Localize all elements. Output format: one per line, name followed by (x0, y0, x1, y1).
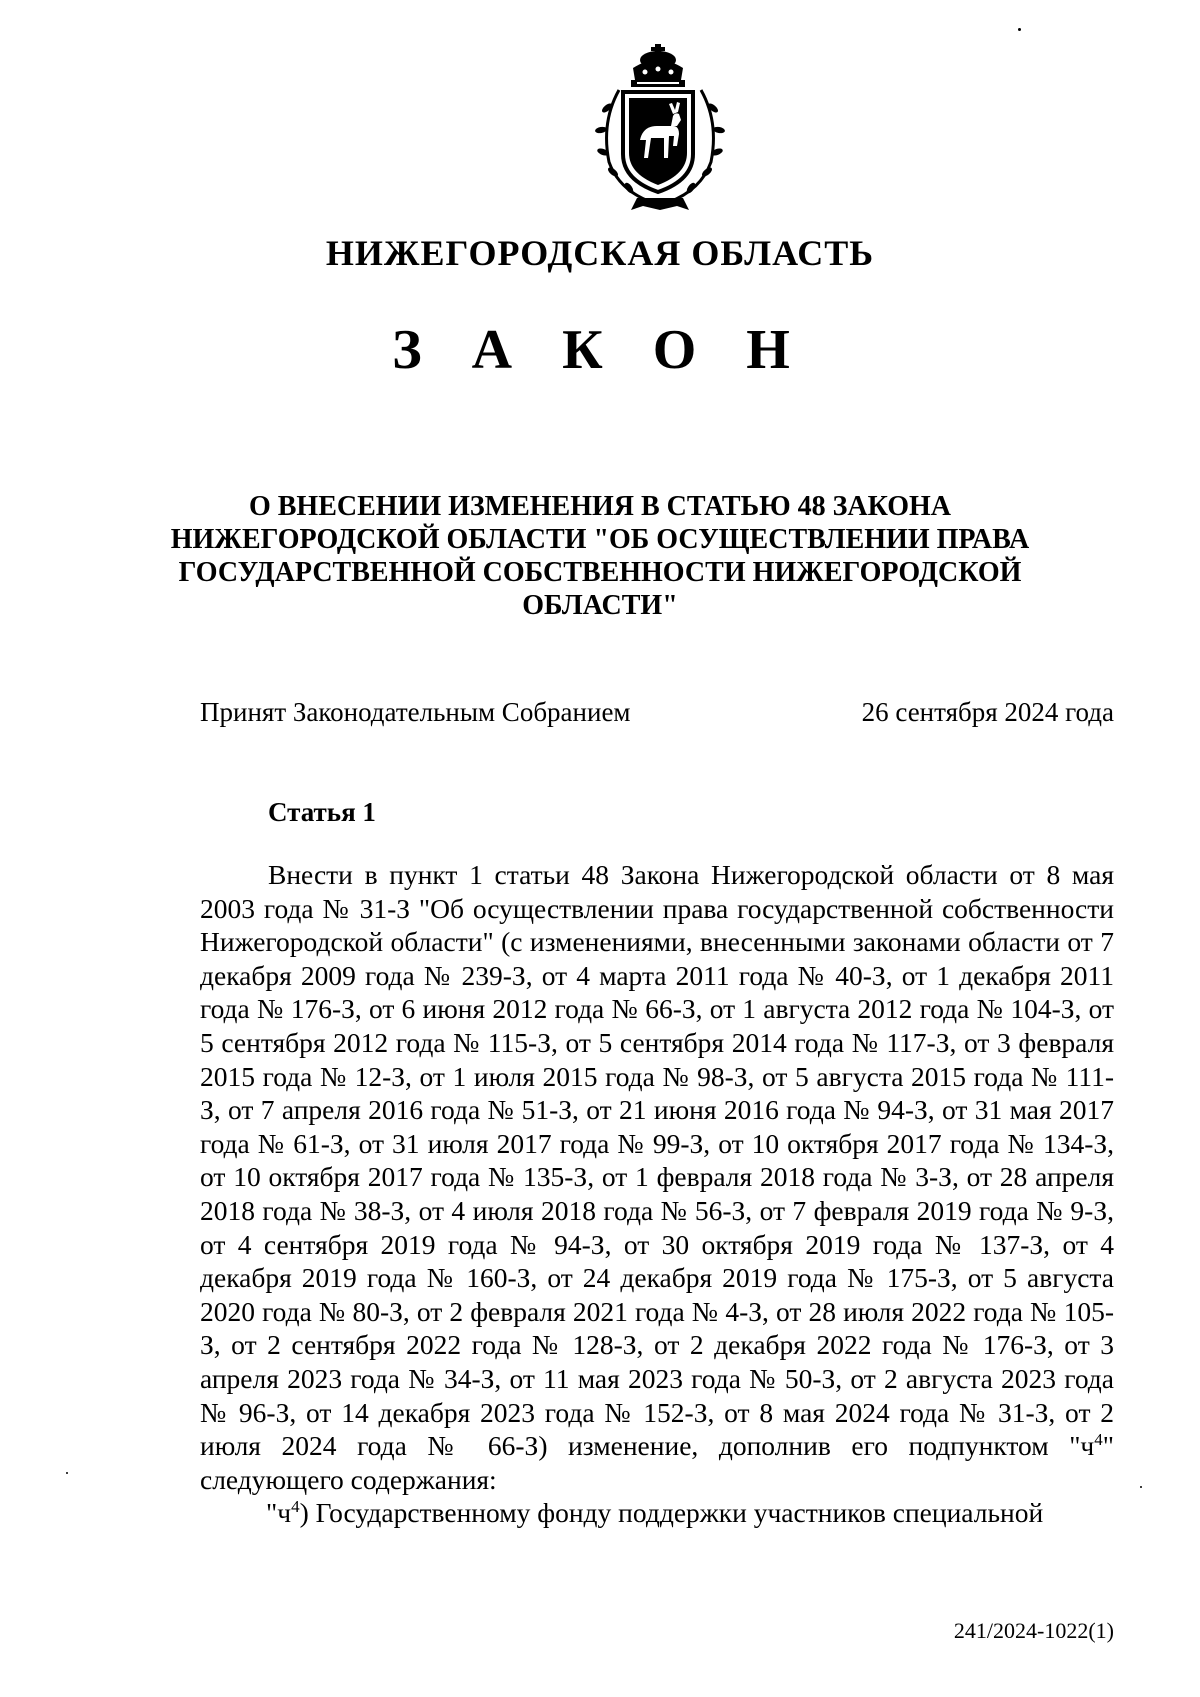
scan-speck (66, 1472, 68, 1474)
adoption-date: 26 сентября 2024 года (861, 697, 1114, 727)
paragraph-main-text: Внести в пункт 1 статьи 48 Закона Нижегородской области от 8 мая 2003 года № 31-З "Об осуществлении права государственной собственности Нижегородской области" (с изменениями, внесенными законами области от 7 декабря 2009 года № 239-З, от 4 марта 2011 года № 40-З, от 1 декабря 2011 года № 176-З, от 6 июня 2012 года № 66-З, от 1 августа 2012 года № 104-З, от 5 сентября 2012 года № 115-З, от 5 сентября 2014 года № 117-З, от 3 февраля 2015 года № 12-З, от 1 июля 2015 года № 98-З, от 5 августа 2015 года № 111-З, от 7 апреля 2016 года № 51-З, от 21 июня 2016 года № 94-З, от 31 мая 2017 года № 61-З, от 31 июля 2017 года № 99-З, от 10 октября 2017 года № 134-З, от 10 октября 2017 года № 135-З, от 1 февраля 2018 года № 3-З, от 28 апреля 2018 года № 38-З, от 4 июля 2018 года № 56-З, от 7 февраля 2019 года № 9-З, от 4 сентября 2019 года № 94-З, от 30 октября 2019 года № 137-З, от 4 декабря 2019 года № 160-З, от 24 декабря 2019 года № 175-З, от 5 августа 2020 года № 80-З, от 2 февраля 2021 года № 4-З, от 28 июля 2022 года № 105-З, от 2 сентября 2022 года № 128-З, от 2 декабря 2022 года № 176-З, от 3 апреля 2023 года № 34-З, от 11 мая 2023 года № 50-З, от 2 августа 2023 года № 96-З, от 14 декабря 2023 года № 152-З, от 8 мая 2024 года № 31-З, от 2 июля 2024 года № 66-З) изменение, дополнив его подпунктом "ч (200, 859, 1114, 1462)
article-heading: Статья 1 (268, 797, 376, 827)
document-number: 241/2024-1022(1) (953, 1618, 1114, 1643)
paragraph-tail-text: " следующего содержания: (200, 1430, 1114, 1495)
region-title: НИЖЕГОРОДСКАЯ ОБЛАСТЬ (325, 233, 875, 273)
law-title: О ВНЕСЕНИИ ИЗМЕНЕНИЯ В СТАТЬЮ 48 ЗАКОНА НИЖЕГОРОДСКОЙ ОБЛАСТИ "ОБ ОСУЩЕСТВЛЕНИИ ПРАВА ГОСУДАРСТВЕННОЙ СОБСТВЕННОСТИ НИЖЕГОРОДСКОЙ ОБЛАСТИ" (170, 491, 1030, 621)
quoted-subpoint (200, 1496, 1114, 1530)
article-paragraph (200, 858, 1114, 1496)
article-body (200, 858, 1114, 1530)
adopted-by-text: Принят Законодательным Собранием (200, 697, 631, 727)
coat-of-arms-icon (585, 42, 735, 214)
document-type-title: З А К О Н (392, 319, 808, 381)
scan-speck (1018, 28, 1021, 31)
paragraph-superscript: 4 (1094, 1429, 1103, 1449)
scan-speck (1140, 1486, 1142, 1488)
quote-open-text: "ч (266, 1497, 292, 1529)
quote-text: ) Государственному фонду поддержки участников специальной (299, 1497, 1044, 1529)
quote-superscript: 4 (291, 1497, 300, 1517)
